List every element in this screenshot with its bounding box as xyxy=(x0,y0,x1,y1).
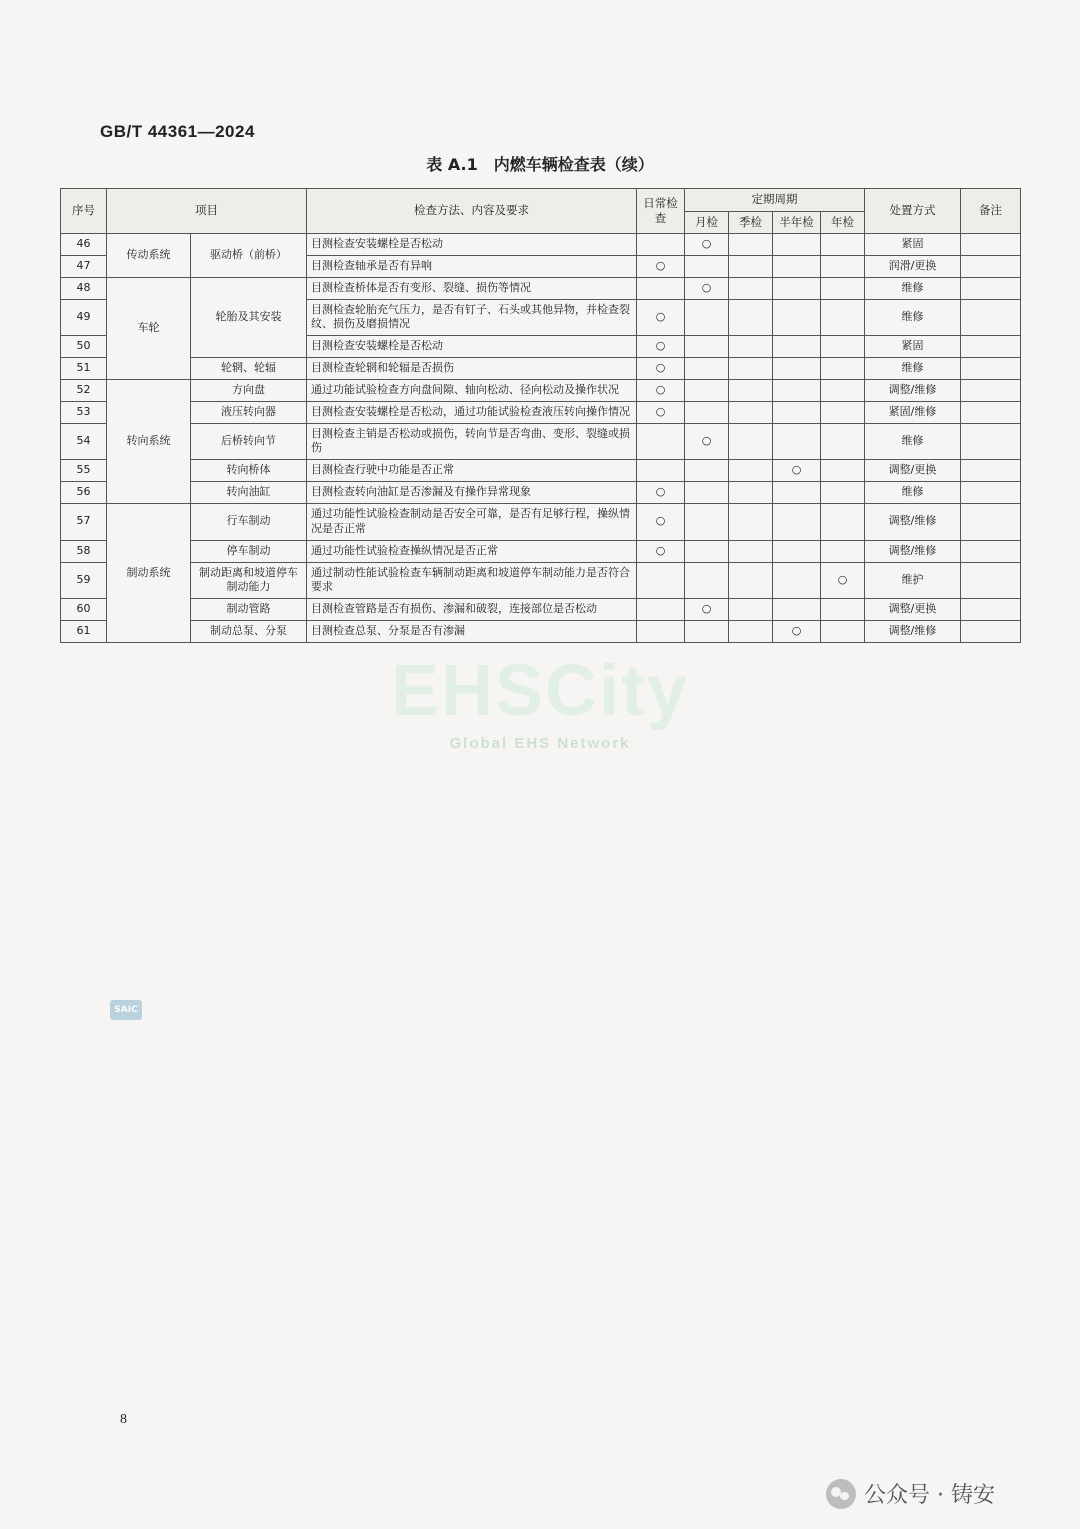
monthly-check-cell: ○ xyxy=(685,599,729,621)
quarterly-check-cell xyxy=(729,358,773,380)
daily-check-cell xyxy=(637,277,685,299)
annual-check-cell xyxy=(821,482,865,504)
monthly-check-cell: ○ xyxy=(685,234,729,256)
method-cell: 目测检查桥体是否有变形、裂缝、损伤等情况 xyxy=(307,277,637,299)
remarks-cell xyxy=(961,599,1021,621)
quarterly-check-cell xyxy=(729,401,773,423)
monthly-check-cell xyxy=(685,504,729,541)
daily-check-cell: ○ xyxy=(637,358,685,380)
row-number: 53 xyxy=(61,401,107,423)
monthly-check-cell xyxy=(685,540,729,562)
method-cell: 目测检查轴承是否有异响 xyxy=(307,255,637,277)
annual-check-cell xyxy=(821,379,865,401)
watermark-subtitle: Global EHS Network xyxy=(449,735,631,752)
header-no: 序号 xyxy=(61,189,107,234)
row-number: 48 xyxy=(61,277,107,299)
component-cell: 驱动桥（前桥） xyxy=(191,234,307,278)
action-cell: 维修 xyxy=(865,299,961,336)
row-number: 60 xyxy=(61,599,107,621)
semi-check-cell xyxy=(773,358,821,380)
quarterly-check-cell xyxy=(729,460,773,482)
action-cell: 调整/维修 xyxy=(865,621,961,643)
component-cell: 后桥转向节 xyxy=(191,423,307,460)
action-cell: 紧固/维修 xyxy=(865,401,961,423)
header-item: 项目 xyxy=(107,189,307,234)
header-action: 处置方式 xyxy=(865,189,961,234)
semi-check-cell xyxy=(773,423,821,460)
quarterly-check-cell xyxy=(729,234,773,256)
wechat-account: 公众号 · 铸安 xyxy=(864,1483,995,1508)
action-cell: 维修 xyxy=(865,277,961,299)
table-row xyxy=(61,562,1021,599)
monthly-check-cell xyxy=(685,299,729,336)
method-cell: 通过功能试验检查方向盘间隙、轴向松动、径向松动及操作状况 xyxy=(307,379,637,401)
method-cell: 目测检查安装螺栓是否松动 xyxy=(307,234,637,256)
semi-check-cell xyxy=(773,562,821,599)
table-row xyxy=(61,599,1021,621)
semi-check-cell xyxy=(773,482,821,504)
daily-check-cell: ○ xyxy=(637,540,685,562)
action-cell: 维修 xyxy=(865,482,961,504)
semi-check-cell xyxy=(773,599,821,621)
table-row xyxy=(61,504,1021,541)
row-number: 46 xyxy=(61,234,107,256)
remarks-cell xyxy=(961,379,1021,401)
row-number: 49 xyxy=(61,299,107,336)
daily-check-cell xyxy=(637,460,685,482)
method-cell: 目测检查安装螺栓是否松动 xyxy=(307,336,637,358)
daily-check-cell xyxy=(637,621,685,643)
row-number: 58 xyxy=(61,540,107,562)
component-cell: 制动距离和坡道停车制动能力 xyxy=(191,562,307,599)
component-cell: 轮胎及其安装 xyxy=(191,277,307,357)
action-cell: 调整/维修 xyxy=(865,379,961,401)
method-cell: 通过功能性试验检查操纵情况是否正常 xyxy=(307,540,637,562)
quarterly-check-cell xyxy=(729,277,773,299)
header-periodic: 定期周期 xyxy=(685,189,865,212)
component-cell: 行车制动 xyxy=(191,504,307,541)
action-cell: 维修 xyxy=(865,423,961,460)
semi-check-cell: ○ xyxy=(773,460,821,482)
method-cell: 通过制动性能试验检查车辆制动距离和坡道停车制动能力是否符合要求 xyxy=(307,562,637,599)
table-row xyxy=(61,379,1021,401)
table-row xyxy=(61,482,1021,504)
table-row xyxy=(61,423,1021,460)
row-number: 61 xyxy=(61,621,107,643)
table-title: 表 A.1 内燃车辆检查表（续） xyxy=(426,155,654,174)
system-cell: 传动系统 xyxy=(107,234,191,278)
system-cell: 车轮 xyxy=(107,277,191,379)
component-cell: 轮辋、轮辐 xyxy=(191,358,307,380)
daily-check-cell: ○ xyxy=(637,401,685,423)
quarterly-check-cell xyxy=(729,299,773,336)
monthly-check-cell xyxy=(685,562,729,599)
monthly-check-cell xyxy=(685,401,729,423)
watermark-brand: EHSCity xyxy=(390,651,690,731)
semi-check-cell xyxy=(773,379,821,401)
monthly-check-cell xyxy=(685,336,729,358)
table-row xyxy=(61,621,1021,643)
semi-check-cell xyxy=(773,401,821,423)
monthly-check-cell xyxy=(685,482,729,504)
quarterly-check-cell xyxy=(729,255,773,277)
remarks-cell xyxy=(961,401,1021,423)
row-number: 52 xyxy=(61,379,107,401)
action-cell: 调整/更换 xyxy=(865,460,961,482)
table-row xyxy=(61,540,1021,562)
action-cell: 调整/维修 xyxy=(865,540,961,562)
remarks-cell xyxy=(961,504,1021,541)
quarterly-check-cell xyxy=(729,379,773,401)
semi-check-cell xyxy=(773,255,821,277)
semi-check-cell xyxy=(773,336,821,358)
monthly-check-cell xyxy=(685,460,729,482)
method-cell: 目测检查管路是否有损伤、渗漏和破裂，连接部位是否松动 xyxy=(307,599,637,621)
quarterly-check-cell xyxy=(729,562,773,599)
annual-check-cell xyxy=(821,504,865,541)
remarks-cell xyxy=(961,255,1021,277)
row-number: 54 xyxy=(61,423,107,460)
action-cell: 维修 xyxy=(865,358,961,380)
system-cell: 制动系统 xyxy=(107,504,191,643)
wechat-footer xyxy=(826,1478,995,1509)
annual-check-cell xyxy=(821,540,865,562)
remarks-cell xyxy=(961,336,1021,358)
monthly-check-cell xyxy=(685,621,729,643)
action-cell: 调整/更换 xyxy=(865,599,961,621)
annual-check-cell xyxy=(821,460,865,482)
table-body xyxy=(61,234,1021,643)
header-remarks: 备注 xyxy=(961,189,1021,234)
method-cell: 目测检查安装螺栓是否松动，通过功能试验检查液压转向操作情况 xyxy=(307,401,637,423)
annual-check-cell xyxy=(821,299,865,336)
inspection-table-wrapper xyxy=(60,188,1020,643)
remarks-cell xyxy=(961,277,1021,299)
action-cell: 调整/维修 xyxy=(865,504,961,541)
component-cell: 方向盘 xyxy=(191,379,307,401)
annual-check-cell xyxy=(821,255,865,277)
row-number: 55 xyxy=(61,460,107,482)
action-cell: 紧固 xyxy=(865,234,961,256)
quarterly-check-cell xyxy=(729,336,773,358)
method-cell: 目测检查总泵、分泵是否有渗漏 xyxy=(307,621,637,643)
daily-check-cell xyxy=(637,423,685,460)
annual-check-cell xyxy=(821,358,865,380)
table-row xyxy=(61,234,1021,256)
standard-number: GB/T 44361—2024 xyxy=(100,122,255,141)
daily-check-cell: ○ xyxy=(637,379,685,401)
daily-check-cell: ○ xyxy=(637,482,685,504)
row-number: 59 xyxy=(61,562,107,599)
annual-check-cell: ○ xyxy=(821,562,865,599)
remarks-cell xyxy=(961,562,1021,599)
header-daily: 日常检查 xyxy=(637,189,685,234)
row-number: 56 xyxy=(61,482,107,504)
component-cell: 停车制动 xyxy=(191,540,307,562)
component-cell: 转向桥体 xyxy=(191,460,307,482)
monthly-check-cell xyxy=(685,255,729,277)
action-cell: 维护 xyxy=(865,562,961,599)
method-cell: 目测检查主销是否松动或损伤，转向节是否弯曲、变形、裂缝或损伤 xyxy=(307,423,637,460)
annual-check-cell xyxy=(821,401,865,423)
table-header xyxy=(61,189,1021,234)
quarterly-check-cell xyxy=(729,621,773,643)
annual-check-cell xyxy=(821,277,865,299)
saic-logo: SAIC xyxy=(110,1000,142,1020)
row-number: 57 xyxy=(61,504,107,541)
monthly-check-cell: ○ xyxy=(685,277,729,299)
method-cell: 目测检查转向油缸是否渗漏及有操作异常现象 xyxy=(307,482,637,504)
semi-check-cell xyxy=(773,299,821,336)
daily-check-cell xyxy=(637,234,685,256)
annual-check-cell xyxy=(821,621,865,643)
quarterly-check-cell xyxy=(729,540,773,562)
wechat-icon xyxy=(826,1479,856,1509)
row-number: 47 xyxy=(61,255,107,277)
row-number: 51 xyxy=(61,358,107,380)
semi-check-cell xyxy=(773,277,821,299)
remarks-cell xyxy=(961,621,1021,643)
monthly-check-cell xyxy=(685,379,729,401)
quarterly-check-cell xyxy=(729,482,773,504)
remarks-cell xyxy=(961,358,1021,380)
header-method: 检查方法、内容及要求 xyxy=(307,189,637,234)
header-semi-annual: 半年检 xyxy=(773,211,821,234)
table-row xyxy=(61,460,1021,482)
semi-check-cell xyxy=(773,504,821,541)
header-quarterly: 季检 xyxy=(729,211,773,234)
monthly-check-cell: ○ xyxy=(685,423,729,460)
daily-check-cell: ○ xyxy=(637,504,685,541)
semi-check-cell xyxy=(773,540,821,562)
quarterly-check-cell xyxy=(729,423,773,460)
component-cell: 制动管路 xyxy=(191,599,307,621)
page-number: 8 xyxy=(120,1412,127,1427)
annual-check-cell xyxy=(821,599,865,621)
table-row xyxy=(61,401,1021,423)
row-number: 50 xyxy=(61,336,107,358)
remarks-cell xyxy=(961,482,1021,504)
quarterly-check-cell xyxy=(729,599,773,621)
semi-check-cell: ○ xyxy=(773,621,821,643)
method-cell: 目测检查轮辋和轮辐是否损伤 xyxy=(307,358,637,380)
remarks-cell xyxy=(961,299,1021,336)
remarks-cell xyxy=(961,540,1021,562)
component-cell: 转向油缸 xyxy=(191,482,307,504)
method-cell: 通过功能性试验检查制动是否安全可靠，是否有足够行程，操纵情况是否正常 xyxy=(307,504,637,541)
daily-check-cell: ○ xyxy=(637,299,685,336)
component-cell: 制动总泵、分泵 xyxy=(191,621,307,643)
annual-check-cell xyxy=(821,336,865,358)
semi-check-cell xyxy=(773,234,821,256)
daily-check-cell: ○ xyxy=(637,255,685,277)
table-row xyxy=(61,277,1021,299)
action-cell: 紧固 xyxy=(865,336,961,358)
table-row xyxy=(61,358,1021,380)
annual-check-cell xyxy=(821,423,865,460)
remarks-cell xyxy=(961,460,1021,482)
header-monthly: 月检 xyxy=(685,211,729,234)
remarks-cell xyxy=(961,234,1021,256)
action-cell: 润滑/更换 xyxy=(865,255,961,277)
monthly-check-cell xyxy=(685,358,729,380)
system-cell: 转向系统 xyxy=(107,379,191,503)
quarterly-check-cell xyxy=(729,504,773,541)
daily-check-cell xyxy=(637,562,685,599)
daily-check-cell: ○ xyxy=(637,336,685,358)
annual-check-cell xyxy=(821,234,865,256)
header-annual: 年检 xyxy=(821,211,865,234)
component-cell: 液压转向器 xyxy=(191,401,307,423)
method-cell: 目测检查轮胎充气压力，是否有钉子、石头或其他异物，并检查裂纹、损伤及磨损情况 xyxy=(307,299,637,336)
remarks-cell xyxy=(961,423,1021,460)
method-cell: 目测检查行驶中功能是否正常 xyxy=(307,460,637,482)
daily-check-cell xyxy=(637,599,685,621)
inspection-table xyxy=(60,188,1021,643)
